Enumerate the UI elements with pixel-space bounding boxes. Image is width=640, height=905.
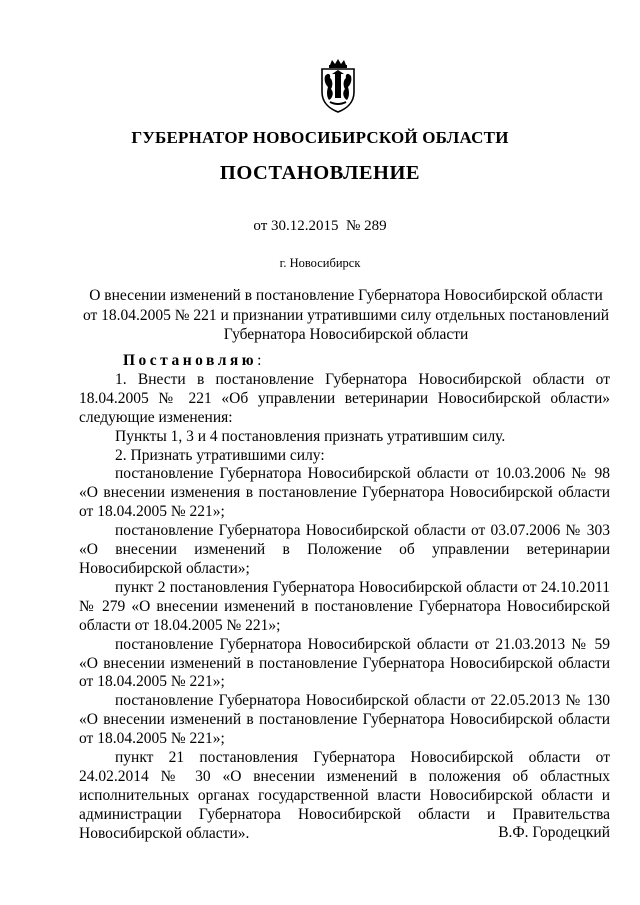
document-date: 30.12.2015 (271, 218, 339, 234)
date-and-number (0, 218, 640, 235)
document-number: 289 (364, 218, 387, 234)
document-type-heading: ПОСТАНОВЛЕНИЕ (219, 162, 421, 184)
decree-colon: : (257, 352, 262, 369)
decree-word: Постановляю (123, 352, 258, 369)
paragraph-1a: Пункты 1, 3 и 4 постановления признать утратившим силу. (115, 427, 506, 445)
list-item: пункт 21 постановления Губернатора Новосибирской области от 24.02.2014 № 30 «О внесении изменений в положения об областных исполнительных органах государственной власти Новосибирской области и администрации Губернатора Новосибирской области и Правительства Новосибирской области». (79, 749, 610, 842)
coat-of-arms-icon (316, 58, 360, 114)
decree-line (79, 352, 610, 371)
list-item: постановление Губернатора Новосибирской области от 22.05.2013 № 130 «О внесении изменений в постановление Губернатора Новосибирской области от 18.04.2005 № 221»; (79, 692, 610, 748)
city-line: г. Новосибирск (279, 256, 361, 270)
number-sign: № (346, 218, 361, 234)
list-item: постановление Губернатора Новосибирской области от 03.07.2006 № 303 «О внесении изменений в Положение об управлении ветеринарии Новосибирской области»; (79, 522, 610, 577)
list-item: постановление Губернатора Новосибирской области от 21.03.2013 № 59 «О внесении изменений в постановление Губернатора Новосибирской области от 18.04.2005 № 221»; (79, 635, 610, 691)
signature: В.Ф. Городецкий (498, 824, 610, 841)
date-prefix: от (253, 218, 268, 234)
paragraph-1: 1. Внести в постановление Губернатора Новосибирской области от 18.04.2005 № 221 «Об управлении ветеринарии Новосибирской области» следующие изменения: (79, 370, 610, 426)
list-item: постановление Губернатора Новосибирской области от 10.03.2006 № 98 «О внесении изменения в постановление Губернатора Новосибирской области от 18.04.2005 № 221»; (79, 465, 610, 521)
title-line: от 18.04.2005 № 221 и признании утратившими силу отдельных постановлений (82, 306, 610, 324)
title-line: Губернатора Новосибирской области (223, 326, 469, 343)
document-title (78, 286, 614, 345)
document-body (79, 352, 610, 844)
paragraph-2: 2. Признать утратившими силу: (115, 446, 325, 464)
title-line: О внесении изменений в постановление Губернатора Новосибирской области (89, 287, 603, 304)
authority-heading: ГУБЕРНАТОР НОВОСИБИРСКОЙ ОБЛАСТИ (131, 128, 509, 147)
list-item: пункт 2 постановления Губернатора Новосибирской области от 24.10.2011 № 279 «О внесении изменений в постановление Губернатора Новосибирской области от 18.04.2005 № 221»; (79, 578, 610, 634)
